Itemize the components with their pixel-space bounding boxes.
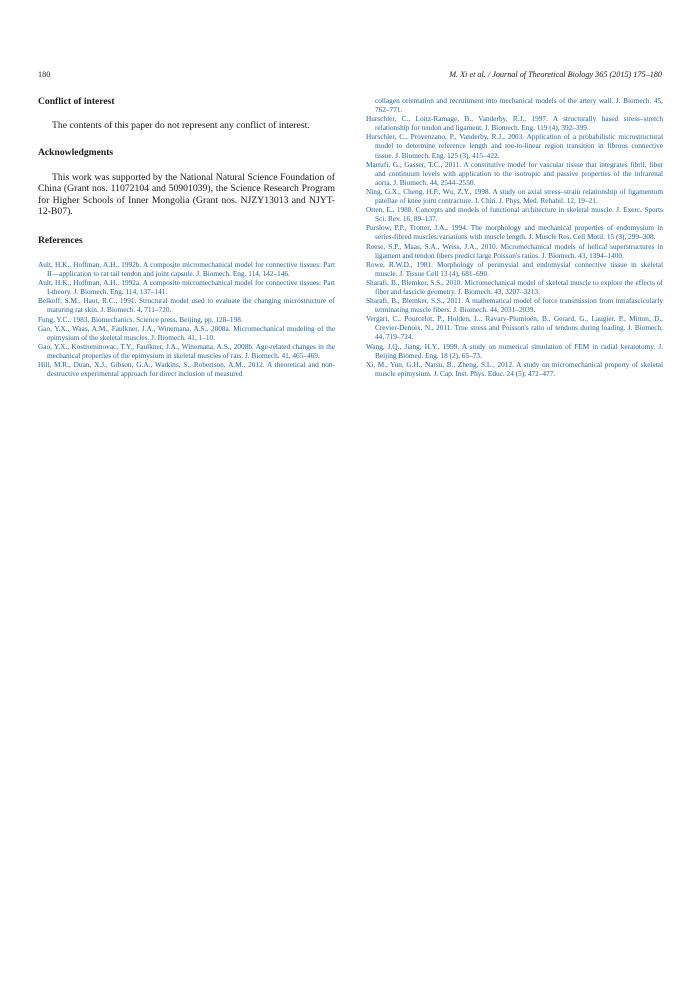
- reference-item[interactable]: Gao, Y.X., Kostrominovac, T.Y., Faulkner, J.A., Winemana, A.S., 2008b. Age-related changes in the mechanical properties of the epimysium in skeletal muscles of rats. J. Biomech. 41, 465–469.: [38, 341, 335, 360]
- reference-item[interactable]: Martufi, G., Gasser, T.C., 2011. A constitutive model for vascular tissue that integrates fibril, fiber and continuum levels with application to the isotropic and passive properties of the infrarenal aorta. J. Biomech. 44, 2544–2550.: [366, 159, 663, 187]
- references-heading: References: [38, 234, 83, 246]
- reference-continuation[interactable]: collagen orientation and recruitment into mechanical models of the artery wall. J. Biomech. 45, 762–771.: [375, 96, 663, 115]
- page-header: [38, 70, 662, 82]
- running-head: M. Xi et al. / Journal of Theoretical Biology 365 (2015) 175–180: [449, 70, 662, 79]
- reference-item[interactable]: Wang, J.Q., Jiang, H.Y., 1999. A study on numerical simulation of FEM in radial keratotomy. J. Beijing Biomed. Eng. 18 (2), 65–73.: [366, 341, 663, 360]
- reference-item[interactable]: Otten, E., 1988. Concepts and models of functional architecture in skeletal muscle. J. Exerc. Sports Sci. Rev. 16, 89–137.: [366, 205, 663, 224]
- reference-item[interactable]: Hill, M.R., Duan, X.J., Gibson, G.A., Watkins, S., Robertson, A.M., 2012. A theoretical and non-destructive experimental approach for direct inclusion of measured: [38, 360, 335, 379]
- right-column: [366, 96, 663, 378]
- left-column: [38, 96, 335, 378]
- reference-item[interactable]: Ault, H.K., Hoffman, A.H., 1992a. A composite micromechanical model for connective tissues: Part I-theory. J. Biomech. Eng. 114, 137–141.: [38, 278, 335, 297]
- reference-item[interactable]: Hurschler, C., Provenzano, P., Vanderby, R.J., 2003. Application of a probabilistic microstructural model to determine reference length and toe-to-linear region transition in fibrous connective tissue. J. Biomech. Eng. 125 (3), 415–422.: [366, 132, 663, 160]
- reference-list-right: [366, 96, 663, 378]
- reference-item[interactable]: Vergari, C., Pourcelot, P., Holden, L., Ravary-Plumioën, B., Gerard, G., Laugier, P., Mitton, D., Crevier-Denoix, N., 2011. True stress and Poisson's ratio of tendons during loading. J. Biomech. 44, 719–724.: [366, 314, 663, 342]
- acknowledgments-heading: Acknowledgments: [38, 146, 114, 158]
- reference-item[interactable]: Belkoff, S.M., Haut, R.C., 1991. Structural model used to evaluate the changing microstructure of maturing rat skin. J. Biomech. 4, 711–720.: [38, 296, 335, 315]
- reference-item[interactable]: Sharafi, B., Blemker, S.S., 2011. A mathematical model of force transmission from intrafascicularly terminating muscle fibers. J. Biomech. 44, 2031–2039.: [366, 296, 663, 315]
- conflict-text: The contents of this paper do not represent any conflict of interest.: [52, 120, 310, 131]
- reference-item[interactable]: Ning, G.X., Cheng, H.P., Wu, Z.Y., 1998. A study on axial stress–strain relationship of ligamentum patellae of knee joint contracture. J. Chin. J. Phys. Med. Rehabil. 12, 19–21.: [366, 186, 663, 206]
- reference-item[interactable]: Reese, S.P., Maas, S.A., Weiss, J.A., 2010. Micromechanical models of helical superstructures in ligament and tendon fibers predict large Poisson's ratios. J. Biomech. 43, 1394–1400.: [366, 241, 663, 260]
- reference-item[interactable]: Rowe, R.W.D., 1981. Morphology of perimysial and endomysial connective tissue in skeletal muscle. J. Tissue Cell 13 (4), 681–690.: [366, 259, 663, 278]
- reference-item[interactable]: Fung, Y.C., 1983. Biomechanics. Science press, Beijing, pp. 128–198.: [38, 314, 243, 324]
- reference-item[interactable]: Xi, M., Yun, G.H., Narsu, B., Zheng, S.L., 2012. A study on micromechanical property of skeletal muscle epimysium. J. Cap. Inst. Phys. Educ. 24 (5), 472–477.: [366, 359, 663, 378]
- page-number: 180: [38, 70, 51, 79]
- reference-item[interactable]: Ault, H.K., Hoffman, A.H., 1992b. A composite micromechanical model for connective tissues: Part II—application to rat tail tendon and joint capsule. J. Biomech. Eng. 114, 142–146.: [38, 259, 335, 279]
- acknowledgments-text: This work was supported by the National Natural Science Foundation of China (Grant nos. 11072104 and 50901039), the Science Research Program for Higher Schools of Inner Mongolia (Grant nos. NJZY13013 and NJYT-12-B07).: [38, 171, 335, 218]
- reference-item[interactable]: Hurschler, C., Loitz-Ramage, B., Vanderby, R.J., 1997. A structurally based stress–stretch relationship for tendon and ligament. J. Biomech. Eng. 119 (4), 392–399.: [366, 114, 663, 133]
- reference-item[interactable]: Purslow, P.P., Trotter, J.A., 1994. The morphology and mechanical properties of endomysium in series-fibred muscles:variations with muscle length. J. Muscle Res. Cell Motil. 15 (3), 299–308.: [366, 223, 663, 242]
- reference-item[interactable]: Sharafi, B., Blemker, S.S., 2010. Micromechanical model of skeletal muscle to explore the effects of fiber and fascicle geometry. J. Biomech. 43, 3207–3213.: [366, 277, 663, 296]
- conflict-heading: Conflict of interest: [38, 96, 115, 107]
- reference-item[interactable]: Gao, Y.X., Waas, A.M., Faulkner, J.A., Winemana, A.S., 2008a. Micromechanical modeling of the epimysium of the skeletal muscles. J. Biomech. 41, 1–10.: [38, 323, 335, 342]
- reference-list-left: [38, 260, 335, 378]
